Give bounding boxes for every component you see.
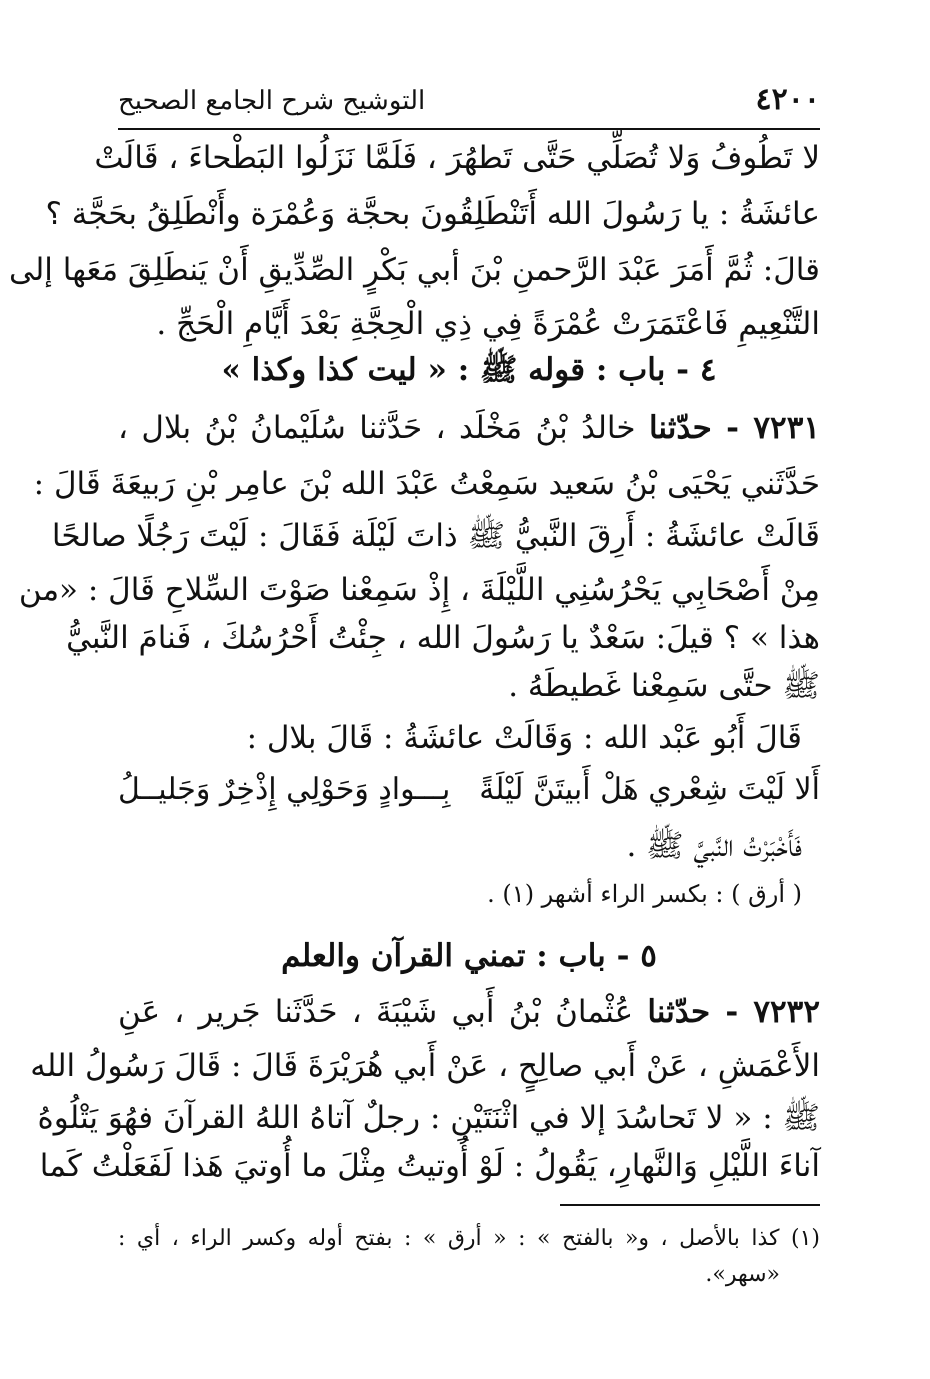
footnote-line: «سهر».: [705, 1262, 780, 1287]
book-title: التوشيح شرح الجامع الصحيح: [118, 86, 426, 116]
page-number: ٤٢٠٠: [755, 82, 820, 117]
text-line: آناءَ اللَّيْلِ وَالنَّهارِ، يَقُولُ : لَوْ أُوتيتُ مِثْلَ ما أُوتيَ هَذا لَفَعَلْتُ كَما: [39, 1148, 820, 1184]
text-line: ﷺ : « لا تَحاسُدَ إلا في اثْنَتَيْنِ : رجلٌ آتاهُ اللهُ القرآنَ فهُوَ يَتْلُوهُ: [37, 1100, 820, 1136]
footnote-divider: [560, 1204, 820, 1206]
text-line: حَدَّثَني يَحْيَى بْنُ سَعيد سَمِعْتُ عَبْدَ الله بْنَ عامِر بْنِ رَبيعَةَ قَالَ :: [33, 466, 820, 502]
footnote-line: (١) كذا بالأصل ، و« بالفتح » : « أرق » : بفتح أوله وكسر الراء ، أي :: [118, 1226, 820, 1251]
text-line: هذا » ؟ قيلَ: سَعْدٌ يا رَسُولَ الله ، جِئْتُ أَحْرُسُكَ ، فَنامَ النَّبيُّ: [66, 620, 820, 656]
verse-first-hemistich: أَلا لَيْتَ شِعْري هَلْ أَبيتَنَّ لَيْلَةً: [479, 772, 820, 807]
text-line: مِنْ أَصْحَابِي يَحْرُسُنِي اللَّيْلَةَ ، إِذْ سَمِعْنا صَوْتَ السِّلاحِ قَالَ : «من: [18, 572, 820, 608]
quote-intro: قَالَ أَبُو عَبْد الله : وَقَالَتْ عائشَةُ : قَالَ بلال :: [246, 720, 802, 756]
text-line: عائشَةُ : يا رَسُولَ الله أَتَنْطَلِقُونَ بحجَّة وَعُمْرَة وأَنْطَلِقُ بحَجَّة ؟: [45, 196, 820, 232]
text-line: قَالَتْ عائشَةُ : أَرِقَ النَّبيُّ ﷺ ذاتَ لَيْلَة فَقَالَ : لَيْتَ رَجُلًا صالحًا: [51, 518, 820, 554]
verse-second-hemistich: بِـــوادٍ وَحَوْلِي إِذْخِرٌ وَجَليــلُ: [118, 772, 451, 807]
explanatory-note: ( أرق ) : بكسر الراء أشهر (١) .: [487, 880, 802, 908]
text-line: ﷺ حتَّى سَمِعْنا غَطيطَهُ .: [508, 668, 820, 704]
running-header: [118, 78, 820, 130]
chapter-heading: ٤ - باب : قوله ﷺ : « ليت كذا وكذا »: [221, 352, 717, 388]
hadith-first-line: [118, 406, 820, 450]
hadith-text: عُثْمانُ بْنُ أَبي شَيْبَةَ ، حَدَّثَنا جَرير ، عَنِ: [118, 994, 634, 1030]
hadith-text: خالدُ بْنُ مَخْلَد ، حَدَّثنا سُلَيْمانُ بْنُ بلال ،: [118, 410, 636, 446]
text-line: فَأَخْبَرْتُ النَّبيَّ ﷺ .: [626, 828, 802, 864]
chapter-heading: ٥ - باب : تمني القرآن والعلم: [281, 938, 657, 974]
text-line: التَّنْعِيمِ فَاعْتَمَرَتْ عُمْرَةً فِي ذِي الْحِجَّةِ بَعْدَ أَيَّامِ الْحَجِّ .: [156, 306, 820, 342]
text-line: قالَ: ثُمَّ أَمَرَ عَبْدَ الرَّحمنِ بْنَ أبي بَكْرٍ الصِّدِّيقِ أَنْ يَنطَلِقَ مَعَها إلى: [9, 252, 820, 288]
hadith-first-line: [118, 990, 820, 1034]
text-line: لا تَطُوفُ وَلا تُصَلِّي حَتَّى تَطهُرَ ، فَلَمَّا نَزَلُوا البَطْحاءَ ، قَالَتْ: [94, 140, 820, 176]
hadith-number: ٧٢٣١ - حدّثنا: [648, 410, 820, 446]
hadith-number: ٧٢٣٢ - حدّثنا: [647, 994, 820, 1030]
text-line: الأَعْمَشِ ، عَنْ أَبي صالِحٍ ، عَنْ أَبي هُرَيْرَةَ قَالَ : قَالَ رَسُولُ الله: [30, 1048, 820, 1084]
